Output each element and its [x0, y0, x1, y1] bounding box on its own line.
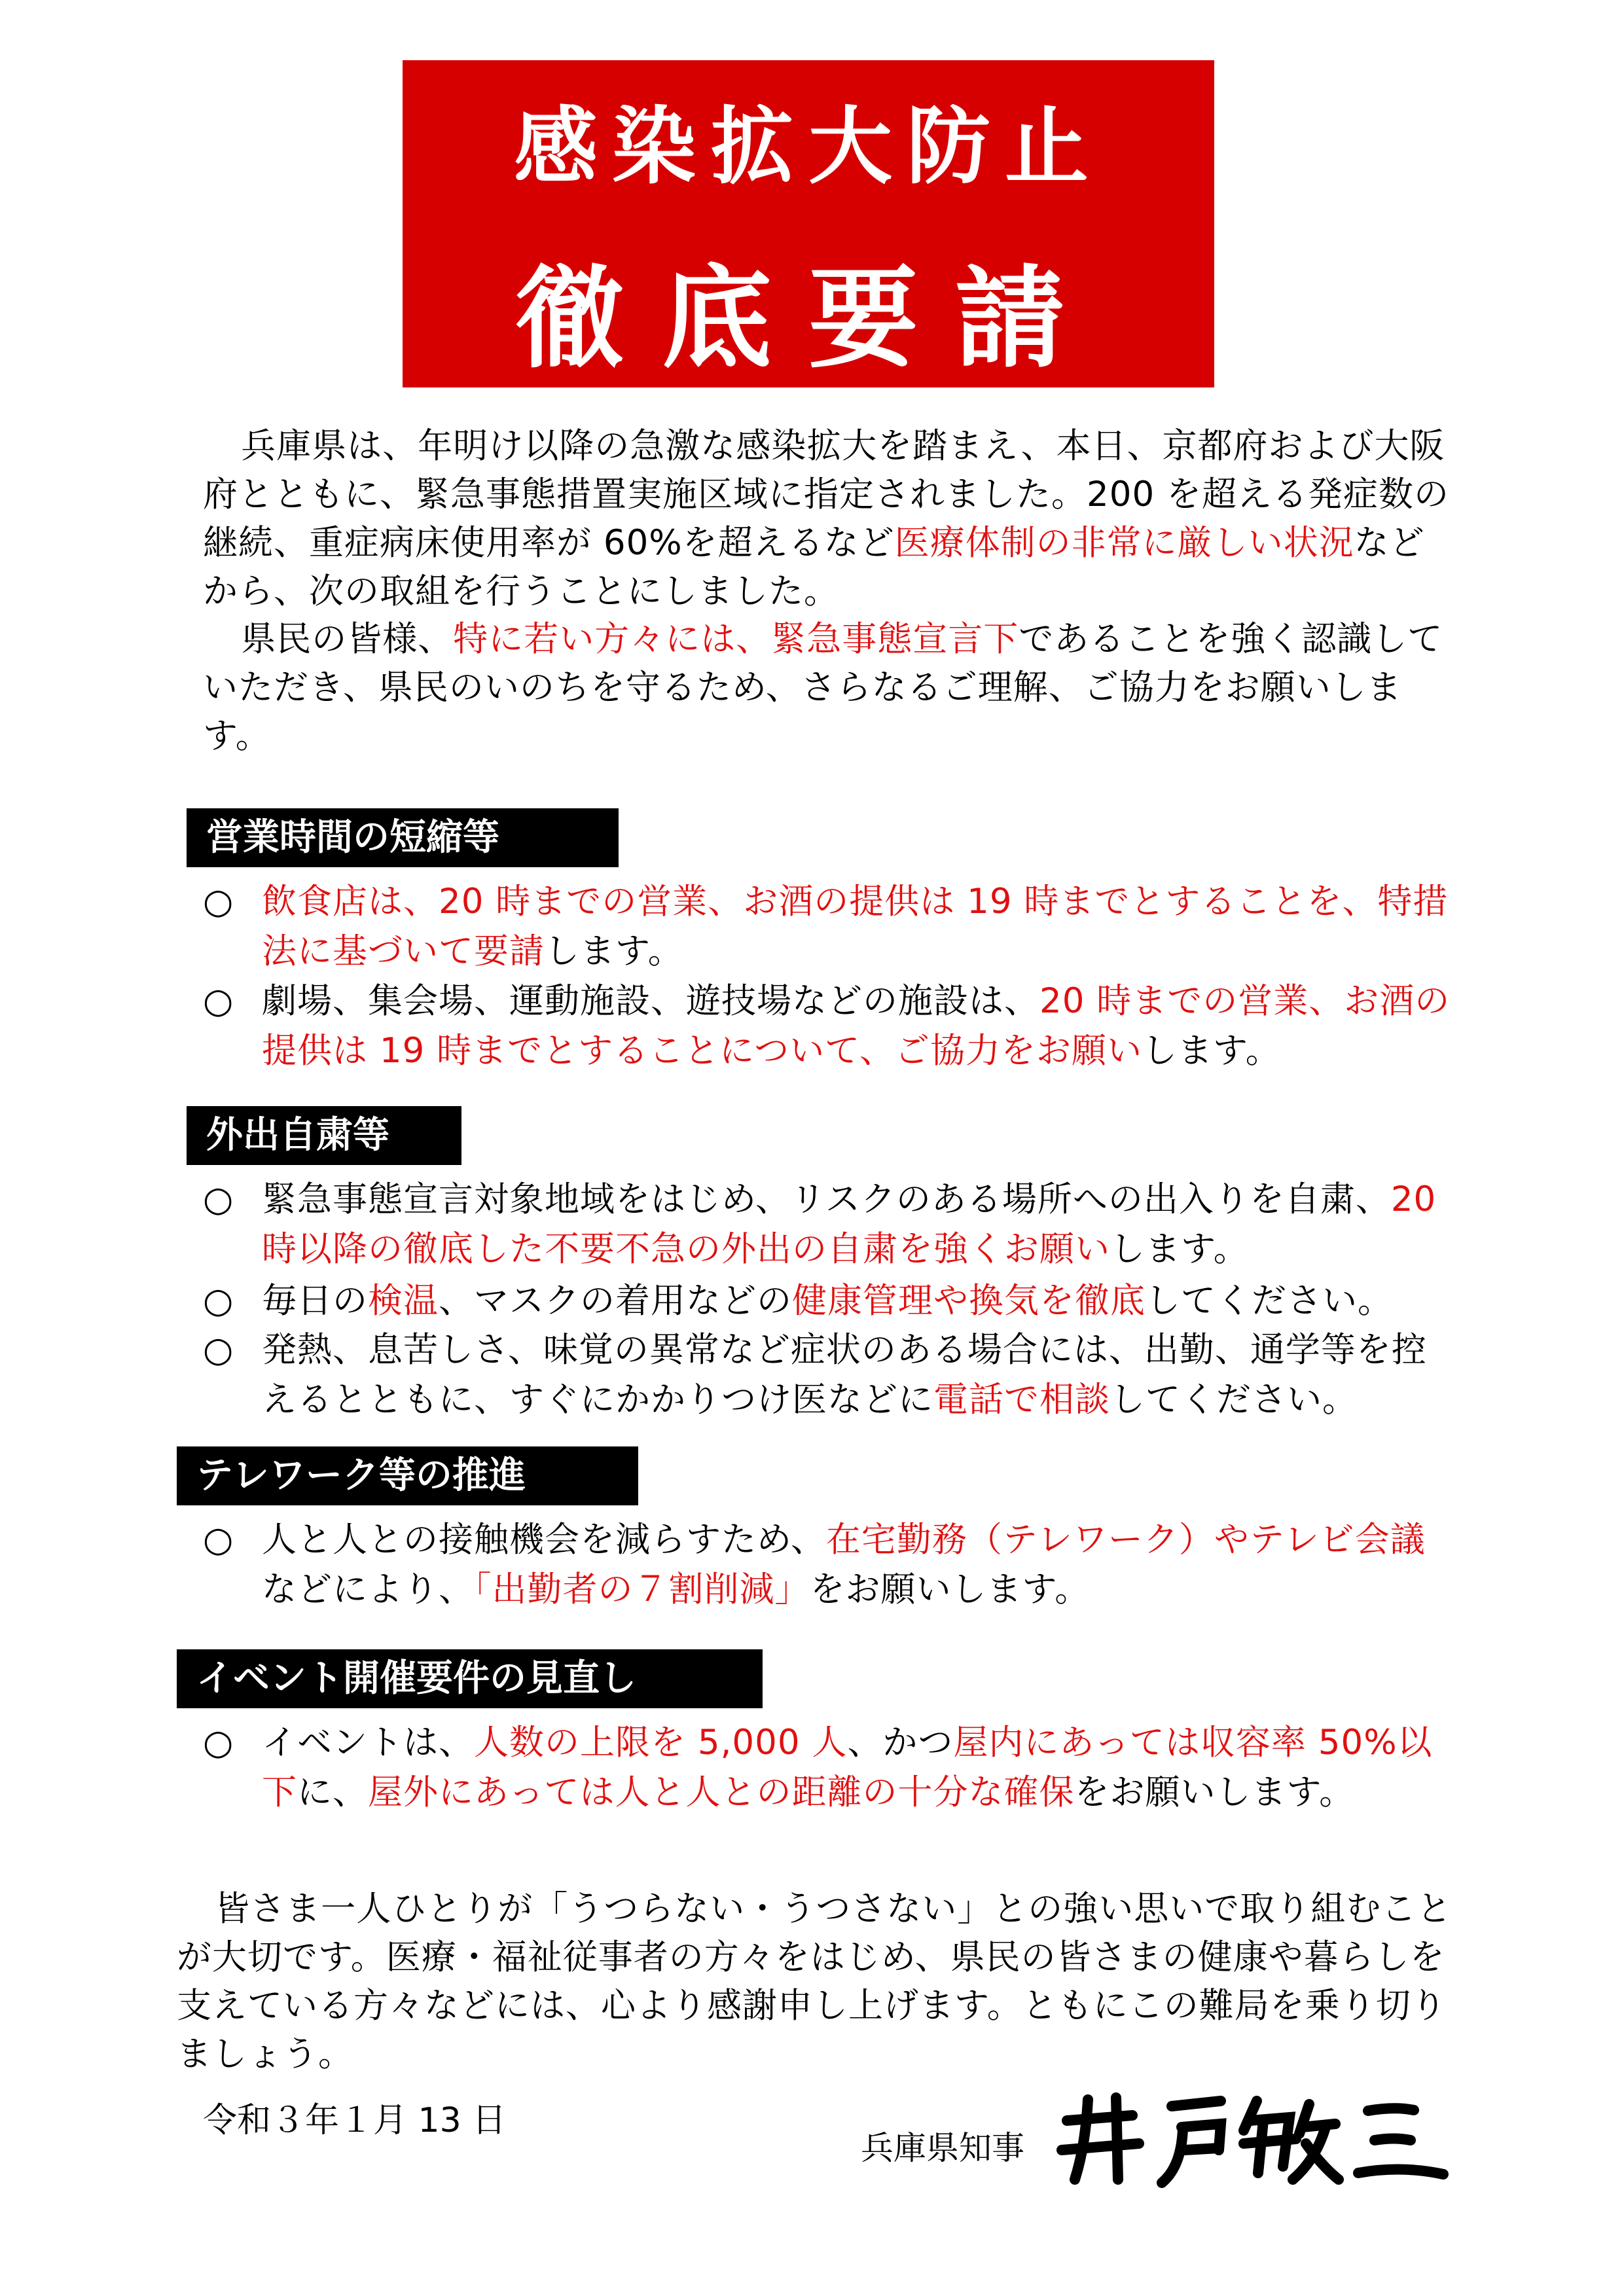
item-highlight: 屋外にあっては人と人との距離の十分な確保 — [368, 1772, 1075, 1812]
bullet-circle-icon: ○ — [203, 1723, 234, 1763]
item-text: イベントは、 — [262, 1723, 474, 1763]
item-text: してください。 — [1146, 1281, 1393, 1321]
signature-brush-image — [1047, 2081, 1453, 2193]
item-highlight: 飲食店は、20 時までの営業、お酒の提供は 19 時までとすることを、特措法に基づいて要請 — [262, 882, 1449, 971]
intro-paragraph-2 — [203, 615, 1460, 761]
intro-paragraph-1 — [203, 422, 1460, 616]
bullet-circle-icon: ○ — [203, 1330, 234, 1370]
list-item — [203, 1175, 1460, 1274]
bullet-circle-icon: ○ — [203, 1281, 234, 1321]
intro-p2-highlight: 特に若い方々には、緊急事態宣言下 — [453, 619, 1019, 659]
bullet-circle-icon: ○ — [203, 882, 234, 922]
item-text: してください。 — [1110, 1380, 1358, 1420]
item-text: 劇場、集会場、運動施設、遊技場などの施設は、 — [262, 981, 1039, 1021]
item-text: 、かつ — [847, 1723, 954, 1763]
intro-p1-text-b: などから、次の取組を行うことにしました。 — [203, 523, 1425, 611]
item-highlight: 屋内にあっては収容率 50%以下 — [262, 1723, 1433, 1812]
list-item — [203, 1276, 1460, 1326]
item-text: 発熱、息苦しさ、味覚の異常など症状のある場合には、出勤、通学等を控えるとともに、すぐにかかりつけ医などに — [262, 1330, 1427, 1420]
section-heading-business-hours: 営業時間の短縮等 — [187, 808, 619, 867]
item-text: 、マスクの着用などの — [439, 1281, 792, 1321]
item-text: 毎日の — [262, 1281, 368, 1321]
closing-paragraph: 皆さま一人ひとりが「うつらない・うつさない」との強い思いで取り組むことが大切です。医療・福祉従事者の方々をはじめ、県民の皆さまの健康や暮らしを支えている方々などには、心より感謝申し上げます。ともにこの難局を乗り切りましょう。 — [177, 1889, 1453, 2074]
bullet-circle-icon: ○ — [203, 981, 234, 1021]
item-text: します。 — [1142, 1031, 1281, 1071]
item-highlight: 20 時までの営業、お酒の提供は 19 時までとすることについて、ご協力をお願い — [262, 981, 1451, 1071]
title-banner — [403, 60, 1214, 387]
intro-p2-text-b: であることを強く認識していただき、県民のいのちを守るため、さらなるご理解、ご協力をお願いします。 — [203, 619, 1443, 756]
section-heading-telework: テレワーク等の推進 — [177, 1446, 638, 1505]
section-heading-outing: 外出自粛等 — [187, 1106, 461, 1165]
item-text: に、 — [297, 1772, 368, 1812]
item-text: します。 — [1110, 1229, 1249, 1269]
signatory-title: 兵庫県知事 — [861, 2129, 1024, 2167]
item-highlight: 健康管理や換気を徹底 — [792, 1281, 1146, 1321]
section-heading-events: イベント開催要件の見直し — [177, 1649, 763, 1708]
list-item — [203, 1718, 1460, 1818]
intro-p1-highlight: 医療体制の非常に厳しい状況 — [894, 523, 1354, 563]
item-text: などにより、 — [262, 1570, 474, 1609]
item-text: をお願いします。 — [810, 1570, 1091, 1609]
bullet-circle-icon: ○ — [203, 1520, 234, 1560]
handwritten-signature — [1047, 2081, 1453, 2195]
list-item — [203, 977, 1460, 1076]
intro-p2-text-a: 県民の皆様、 — [241, 619, 454, 659]
item-text: します。 — [545, 931, 683, 971]
item-text: 緊急事態宣言対象地域をはじめ、リスクのある場所への出入りを自粛、 — [262, 1179, 1391, 1219]
title-line-2: 徹底要請 — [515, 255, 1102, 383]
item-highlight: 検温 — [368, 1281, 439, 1321]
item-text: 人と人との接触機会を減らすため、 — [262, 1520, 826, 1560]
item-text: をお願いします。 — [1074, 1772, 1355, 1812]
item-highlight: 「出勤者の７割削減」 — [474, 1570, 810, 1609]
bullet-circle-icon: ○ — [203, 1179, 234, 1219]
intro-p1-text-a: 兵庫県は、年明け以降の急激な感染拡大を踏まえ、本日、京都府および大阪府とともに、緊急事態措置実施区域に指定されました。200 を超える発症数の継続、重症病床使用率が 60%を超えるなど — [203, 426, 1450, 563]
item-highlight: 人数の上限を 5,000 人 — [474, 1723, 848, 1763]
list-item — [203, 1515, 1460, 1615]
item-highlight: 在宅勤務（テレワーク）やテレビ会議 — [825, 1520, 1426, 1560]
item-highlight: 20 時以降の徹底した不要不急の外出の自粛を強くお願い — [262, 1179, 1437, 1269]
list-item — [203, 877, 1460, 977]
item-highlight: 電話で相談 — [933, 1380, 1110, 1420]
title-line-1: 感染拡大防止 — [513, 98, 1103, 196]
issue-date: 令和３年１月 13 日 — [203, 2101, 507, 2140]
list-item — [203, 1325, 1460, 1425]
